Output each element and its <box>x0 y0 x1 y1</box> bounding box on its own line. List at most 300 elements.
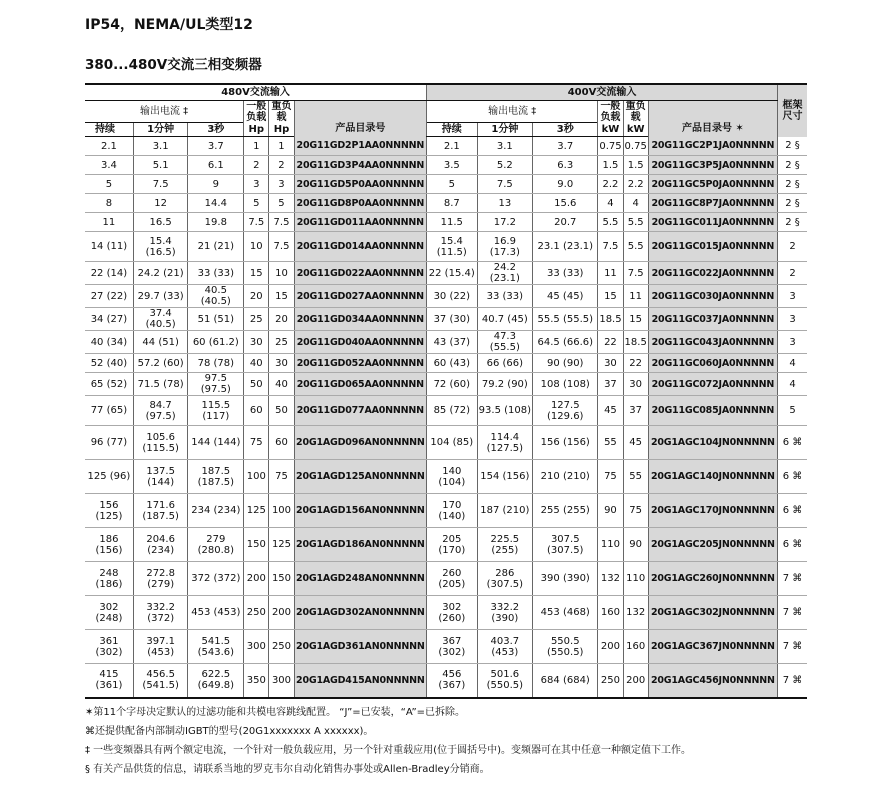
cell-catalog-400: 20G11GC085JA0NNNNN <box>648 396 777 426</box>
cell-kw-heavy: 0.75 <box>623 137 648 156</box>
cell-three-sec-400: 108 (108) <box>533 373 598 396</box>
cell-continuous-480: 22 (14) <box>85 262 133 285</box>
cell-continuous-400: 2.1 <box>427 137 477 156</box>
cell-kw-normal: 0.75 <box>598 137 623 156</box>
cell-catalog-480: 20G1AGD125AN0NNNNN <box>294 460 426 494</box>
cell-frame-size: 7 ⌘ <box>778 664 807 698</box>
cell-frame-size: 3 <box>778 285 807 308</box>
cell-kw-normal: 250 <box>598 664 623 698</box>
cell-three-sec-480: 115.5 (117) <box>188 396 244 426</box>
cell-kw-normal: 90 <box>598 494 623 528</box>
cell-hp-heavy: 200 <box>269 596 294 630</box>
cell-hp-normal: 60 <box>244 396 269 426</box>
cell-kw-heavy: 7.5 <box>623 262 648 285</box>
cell-catalog-400: 20G11GC030JA0NNNNN <box>648 285 777 308</box>
cell-kw-heavy: 75 <box>623 494 648 528</box>
cell-continuous-400: 43 (37) <box>427 331 477 354</box>
cell-kw-normal: 200 <box>598 630 623 664</box>
cell-hp-heavy: 100 <box>269 494 294 528</box>
cell-frame-size: 2 <box>778 232 807 262</box>
cell-frame-size: 6 ⌘ <box>778 528 807 562</box>
cell-kw-normal: 160 <box>598 596 623 630</box>
cell-continuous-480: 40 (34) <box>85 331 133 354</box>
cell-one-min-480: 12 <box>133 194 188 213</box>
cell-continuous-400: 11.5 <box>427 213 477 232</box>
cell-three-sec-400: 255 (255) <box>533 494 598 528</box>
table-row <box>85 630 807 664</box>
cell-catalog-400: 20G11GC5P0JA0NNNNN <box>648 175 777 194</box>
cell-hp-heavy: 75 <box>269 460 294 494</box>
catalog-header-400: 产品目录号 ✶ <box>648 100 777 137</box>
cell-catalog-400: 20G11GC043JA0NNNNN <box>648 331 777 354</box>
cell-continuous-400: 8.7 <box>427 194 477 213</box>
cell-continuous-400: 22 (15.4) <box>427 262 477 285</box>
cell-continuous-480: 96 (77) <box>85 426 133 460</box>
cell-continuous-480: 27 (22) <box>85 285 133 308</box>
cell-kw-heavy: 22 <box>623 354 648 373</box>
cell-frame-size: 2 § <box>778 156 807 175</box>
cell-continuous-400: 85 (72) <box>427 396 477 426</box>
cell-one-min-400: 187 (210) <box>477 494 533 528</box>
cell-one-min-400: 154 (156) <box>477 460 533 494</box>
cell-hp-normal: 15 <box>244 262 269 285</box>
cell-kw-normal: 7.5 <box>598 232 623 262</box>
cell-kw-normal: 75 <box>598 460 623 494</box>
cell-catalog-400: 20G11GC037JA0NNNNN <box>648 308 777 331</box>
cell-continuous-400: 3.5 <box>427 156 477 175</box>
footnotes <box>85 703 691 779</box>
normal-duty-header-480: 一般负载 <box>244 100 269 123</box>
table-row <box>85 494 807 528</box>
cell-catalog-480: 20G11GD034AA0NNNNN <box>294 308 426 331</box>
one-min-header-480: 1分钟 <box>133 123 188 137</box>
drive-spec-table <box>85 83 807 699</box>
cell-frame-size: 3 <box>778 331 807 354</box>
cell-three-sec-400: 156 (156) <box>533 426 598 460</box>
cell-kw-normal: 110 <box>598 528 623 562</box>
table-row <box>85 528 807 562</box>
cell-hp-normal: 50 <box>244 373 269 396</box>
cell-kw-heavy: 132 <box>623 596 648 630</box>
table-row <box>85 232 807 262</box>
cell-frame-size: 4 <box>778 354 807 373</box>
cell-three-sec-480: 33 (33) <box>188 262 244 285</box>
cell-hp-heavy: 60 <box>269 426 294 460</box>
cell-hp-heavy: 50 <box>269 396 294 426</box>
cell-one-min-480: 84.7 (97.5) <box>133 396 188 426</box>
cell-three-sec-480: 187.5 (187.5) <box>188 460 244 494</box>
cell-kw-normal: 45 <box>598 396 623 426</box>
cell-kw-heavy: 55 <box>623 460 648 494</box>
cell-three-sec-400: 23.1 (23.1) <box>533 232 598 262</box>
cell-one-min-400: 3.1 <box>477 137 533 156</box>
cell-three-sec-480: 40.5 (40.5) <box>188 285 244 308</box>
cell-three-sec-480: 9 <box>188 175 244 194</box>
cell-one-min-480: 7.5 <box>133 175 188 194</box>
cell-one-min-400: 40.7 (45) <box>477 308 533 331</box>
cell-catalog-400: 20G1AGC456JN0NNNNN <box>648 664 777 698</box>
cell-kw-heavy: 5.5 <box>623 213 648 232</box>
cell-kw-normal: 132 <box>598 562 623 596</box>
cell-one-min-480: 15.4 (16.5) <box>133 232 188 262</box>
cell-three-sec-480: 372 (372) <box>188 562 244 596</box>
cell-kw-heavy: 11 <box>623 285 648 308</box>
cell-one-min-400: 114.4 (127.5) <box>477 426 533 460</box>
cell-continuous-400: 37 (30) <box>427 308 477 331</box>
table-row <box>85 213 807 232</box>
cell-three-sec-480: 19.8 <box>188 213 244 232</box>
cell-kw-normal: 2.2 <box>598 175 623 194</box>
cell-continuous-480: 65 (52) <box>85 373 133 396</box>
cell-catalog-480: 20G11GD3P4AA0NNNNN <box>294 156 426 175</box>
cell-kw-normal: 5.5 <box>598 213 623 232</box>
cell-kw-normal: 37 <box>598 373 623 396</box>
cell-hp-normal: 20 <box>244 285 269 308</box>
cell-continuous-480: 14 (11) <box>85 232 133 262</box>
table-row <box>85 664 807 698</box>
heavy-duty-header-400: 重负载 <box>623 100 648 123</box>
cell-three-sec-480: 3.7 <box>188 137 244 156</box>
cell-hp-normal: 40 <box>244 354 269 373</box>
cell-three-sec-480: 234 (234) <box>188 494 244 528</box>
cell-catalog-480: 20G11GD011AA0NNNNN <box>294 213 426 232</box>
cell-frame-size: 2 § <box>778 194 807 213</box>
cell-kw-heavy: 15 <box>623 308 648 331</box>
table-row <box>85 156 807 175</box>
cell-hp-normal: 150 <box>244 528 269 562</box>
cell-catalog-480: 20G1AGD248AN0NNNNN <box>294 562 426 596</box>
cell-continuous-400: 205 (170) <box>427 528 477 562</box>
cell-frame-size: 5 <box>778 396 807 426</box>
cell-frame-size: 4 <box>778 373 807 396</box>
cell-three-sec-400: 127.5 (129.6) <box>533 396 598 426</box>
cell-frame-size: 7 ⌘ <box>778 562 807 596</box>
cell-kw-heavy: 37 <box>623 396 648 426</box>
cell-hp-heavy: 150 <box>269 562 294 596</box>
cell-continuous-480: 5 <box>85 175 133 194</box>
cell-one-min-480: 24.2 (21) <box>133 262 188 285</box>
cell-catalog-400: 20G11GC060JA0NNNNN <box>648 354 777 373</box>
cell-catalog-400: 20G1AGC170JN0NNNNN <box>648 494 777 528</box>
cell-hp-normal: 200 <box>244 562 269 596</box>
cell-continuous-480: 248 (186) <box>85 562 133 596</box>
cell-kw-normal: 55 <box>598 426 623 460</box>
cell-hp-heavy: 15 <box>269 285 294 308</box>
cell-hp-heavy: 1 <box>269 137 294 156</box>
normal-duty-header-400: 一般负载 <box>598 100 623 123</box>
table-row <box>85 596 807 630</box>
cell-catalog-400: 20G11GC022JA0NNNNN <box>648 262 777 285</box>
table-row <box>85 194 807 213</box>
cell-kw-heavy: 1.5 <box>623 156 648 175</box>
cell-continuous-480: 415 (361) <box>85 664 133 698</box>
cell-hp-heavy: 300 <box>269 664 294 698</box>
cell-three-sec-480: 6.1 <box>188 156 244 175</box>
cell-one-min-400: 93.5 (108) <box>477 396 533 426</box>
cell-continuous-480: 361 (302) <box>85 630 133 664</box>
cell-one-min-480: 37.4 (40.5) <box>133 308 188 331</box>
cell-three-sec-480: 78 (78) <box>188 354 244 373</box>
frame-size-header: 框架尺寸 <box>778 84 807 137</box>
cell-catalog-480: 20G11GD5P0AA0NNNNN <box>294 175 426 194</box>
cell-three-sec-480: 97.5 (97.5) <box>188 373 244 396</box>
cell-hp-normal: 30 <box>244 331 269 354</box>
cell-kw-normal: 18.5 <box>598 308 623 331</box>
cell-hp-normal: 300 <box>244 630 269 664</box>
cell-one-min-400: 13 <box>477 194 533 213</box>
cell-three-sec-400: 64.5 (66.6) <box>533 331 598 354</box>
cell-one-min-480: 137.5 (144) <box>133 460 188 494</box>
cell-three-sec-480: 144 (144) <box>188 426 244 460</box>
cell-three-sec-400: 20.7 <box>533 213 598 232</box>
cell-kw-normal: 11 <box>598 262 623 285</box>
one-min-header-400: 1分钟 <box>477 123 533 137</box>
cell-one-min-480: 57.2 (60) <box>133 354 188 373</box>
footnote-availability: § 有关产品供货的信息，请联系当地的罗克韦尔自动化销售办事处或Allen-Bradley分销商。 <box>85 764 490 775</box>
cell-frame-size: 7 ⌘ <box>778 596 807 630</box>
cell-hp-heavy: 25 <box>269 331 294 354</box>
table-row <box>85 373 807 396</box>
cell-continuous-400: 104 (85) <box>427 426 477 460</box>
cell-kw-heavy: 30 <box>623 373 648 396</box>
cell-one-min-480: 332.2 (372) <box>133 596 188 630</box>
cell-one-min-400: 17.2 <box>477 213 533 232</box>
cell-one-min-480: 29.7 (33) <box>133 285 188 308</box>
page-heading: IP54，NEMA/UL类型12 <box>85 17 253 33</box>
cell-three-sec-480: 622.5 (649.8) <box>188 664 244 698</box>
cell-continuous-400: 170 (140) <box>427 494 477 528</box>
cell-one-min-480: 3.1 <box>133 137 188 156</box>
cell-continuous-480: 77 (65) <box>85 396 133 426</box>
cell-continuous-480: 186 (156) <box>85 528 133 562</box>
cell-hp-heavy: 40 <box>269 373 294 396</box>
cell-three-sec-400: 15.6 <box>533 194 598 213</box>
cell-kw-heavy: 200 <box>623 664 648 698</box>
cell-continuous-400: 456 (367) <box>427 664 477 698</box>
three-sec-header-480: 3秒 <box>188 123 244 137</box>
group-header-480v: 480V交流输入 <box>85 84 427 100</box>
cell-continuous-480: 52 (40) <box>85 354 133 373</box>
cell-hp-normal: 1 <box>244 137 269 156</box>
cell-three-sec-480: 51 (51) <box>188 308 244 331</box>
cell-catalog-480: 20G1AGD186AN0NNNNN <box>294 528 426 562</box>
cell-hp-normal: 2 <box>244 156 269 175</box>
cell-hp-normal: 75 <box>244 426 269 460</box>
cell-three-sec-480: 14.4 <box>188 194 244 213</box>
cell-hp-heavy: 7.5 <box>269 213 294 232</box>
cell-continuous-400: 72 (60) <box>427 373 477 396</box>
cell-three-sec-480: 541.5 (543.6) <box>188 630 244 664</box>
cell-catalog-480: 20G11GD052AA0NNNNN <box>294 354 426 373</box>
cell-catalog-480: 20G1AGD415AN0NNNNN <box>294 664 426 698</box>
cell-catalog-480: 20G1AGD156AN0NNNNN <box>294 494 426 528</box>
cell-frame-size: 2 <box>778 262 807 285</box>
cell-catalog-400: 20G1AGC140JN0NNNNN <box>648 460 777 494</box>
cell-continuous-480: 3.4 <box>85 156 133 175</box>
cell-one-min-480: 5.1 <box>133 156 188 175</box>
footnote-braking-igbt: ⌘还提供配备内部制动IGBT的型号(20G1xxxxxxx A xxxxxx)。 <box>85 726 374 737</box>
cell-continuous-480: 302 (248) <box>85 596 133 630</box>
three-sec-header-400: 3秒 <box>533 123 598 137</box>
cell-one-min-480: 16.5 <box>133 213 188 232</box>
cell-hp-heavy: 20 <box>269 308 294 331</box>
table-row <box>85 396 807 426</box>
catalog-header-480: 产品目录号 <box>294 100 426 137</box>
cell-catalog-400: 20G1AGC205JN0NNNNN <box>648 528 777 562</box>
cell-catalog-400: 20G11GC2P1JA0NNNNN <box>648 137 777 156</box>
table-row <box>85 562 807 596</box>
table-row <box>85 137 807 156</box>
cell-hp-heavy: 5 <box>269 194 294 213</box>
cell-three-sec-400: 33 (33) <box>533 262 598 285</box>
cell-hp-normal: 250 <box>244 596 269 630</box>
cell-catalog-400: 20G11GC072JA0NNNNN <box>648 373 777 396</box>
table-row <box>85 285 807 308</box>
cell-kw-normal: 1.5 <box>598 156 623 175</box>
continuous-header-480: 持续 <box>85 123 133 137</box>
cell-one-min-480: 44 (51) <box>133 331 188 354</box>
cell-one-min-400: 5.2 <box>477 156 533 175</box>
cell-frame-size: 6 ⌘ <box>778 426 807 460</box>
cell-three-sec-400: 6.3 <box>533 156 598 175</box>
cell-three-sec-400: 684 (684) <box>533 664 598 698</box>
cell-catalog-400: 20G1AGC260JN0NNNNN <box>648 562 777 596</box>
cell-catalog-480: 20G1AGD302AN0NNNNN <box>294 596 426 630</box>
cell-catalog-480: 20G11GD027AA0NNNNN <box>294 285 426 308</box>
cell-kw-heavy: 110 <box>623 562 648 596</box>
cell-three-sec-400: 3.7 <box>533 137 598 156</box>
cell-catalog-400: 20G1AGC367JN0NNNNN <box>648 630 777 664</box>
cell-continuous-480: 2.1 <box>85 137 133 156</box>
cell-one-min-400: 47.3 (55.5) <box>477 331 533 354</box>
cell-three-sec-400: 55.5 (55.5) <box>533 308 598 331</box>
cell-continuous-400: 140 (104) <box>427 460 477 494</box>
cell-hp-heavy: 7.5 <box>269 232 294 262</box>
cell-catalog-480: 20G11GD040AA0NNNNN <box>294 331 426 354</box>
cell-kw-heavy: 4 <box>623 194 648 213</box>
continuous-header-400: 持续 <box>427 123 477 137</box>
cell-catalog-400: 20G11GC015JA0NNNNN <box>648 232 777 262</box>
cell-three-sec-400: 210 (210) <box>533 460 598 494</box>
cell-three-sec-400: 307.5 (307.5) <box>533 528 598 562</box>
cell-kw-normal: 30 <box>598 354 623 373</box>
output-current-header-400: 输出电流 ‡ <box>427 100 598 123</box>
cell-continuous-400: 367 (302) <box>427 630 477 664</box>
cell-continuous-400: 5 <box>427 175 477 194</box>
cell-hp-normal: 100 <box>244 460 269 494</box>
cell-catalog-480: 20G11GD2P1AA0NNNNN <box>294 137 426 156</box>
cell-kw-normal: 22 <box>598 331 623 354</box>
cell-one-min-480: 456.5 (541.5) <box>133 664 188 698</box>
cell-kw-heavy: 18.5 <box>623 331 648 354</box>
cell-one-min-480: 397.1 (453) <box>133 630 188 664</box>
cell-one-min-400: 403.7 (453) <box>477 630 533 664</box>
cell-one-min-400: 24.2 (23.1) <box>477 262 533 285</box>
cell-kw-normal: 15 <box>598 285 623 308</box>
cell-hp-normal: 25 <box>244 308 269 331</box>
cell-catalog-480: 20G11GD022AA0NNNNN <box>294 262 426 285</box>
table-row <box>85 262 807 285</box>
cell-frame-size: 6 ⌘ <box>778 460 807 494</box>
cell-three-sec-400: 45 (45) <box>533 285 598 308</box>
cell-kw-heavy: 160 <box>623 630 648 664</box>
cell-hp-heavy: 3 <box>269 175 294 194</box>
cell-catalog-400: 20G1AGC302JN0NNNNN <box>648 596 777 630</box>
cell-one-min-480: 204.6 (234) <box>133 528 188 562</box>
cell-hp-normal: 3 <box>244 175 269 194</box>
cell-hp-normal: 125 <box>244 494 269 528</box>
cell-three-sec-400: 550.5 (550.5) <box>533 630 598 664</box>
cell-continuous-480: 8 <box>85 194 133 213</box>
cell-three-sec-480: 279 (280.8) <box>188 528 244 562</box>
cell-hp-heavy: 10 <box>269 262 294 285</box>
cell-hp-normal: 5 <box>244 194 269 213</box>
cell-three-sec-400: 9.0 <box>533 175 598 194</box>
cell-one-min-480: 272.8 (279) <box>133 562 188 596</box>
cell-one-min-400: 66 (66) <box>477 354 533 373</box>
cell-kw-normal: 4 <box>598 194 623 213</box>
table-row <box>85 354 807 373</box>
section-title: 380...480V交流三相变频器 <box>85 57 262 73</box>
table-row <box>85 308 807 331</box>
cell-hp-heavy: 2 <box>269 156 294 175</box>
cell-frame-size: 2 § <box>778 137 807 156</box>
cell-continuous-480: 34 (27) <box>85 308 133 331</box>
cell-one-min-400: 33 (33) <box>477 285 533 308</box>
cell-kw-heavy: 45 <box>623 426 648 460</box>
cell-hp-normal: 350 <box>244 664 269 698</box>
cell-continuous-480: 125 (96) <box>85 460 133 494</box>
cell-three-sec-400: 390 (390) <box>533 562 598 596</box>
table-row <box>85 175 807 194</box>
footnote-dual-rating: ‡ 一些变频器具有两个额定电流，一个针对一般负载应用，另一个针对重载应用(位于圆括号中)。变频器可在其中任意一种额定值下工作。 <box>85 745 691 756</box>
cell-catalog-480: 20G11GD014AA0NNNNN <box>294 232 426 262</box>
heavy-duty-header-480: 重负载 <box>269 100 294 123</box>
cell-kw-heavy: 90 <box>623 528 648 562</box>
cell-frame-size: 7 ⌘ <box>778 630 807 664</box>
cell-catalog-480: 20G11GD8P0AA0NNNNN <box>294 194 426 213</box>
cell-catalog-400: 20G11GC011JA0NNNNN <box>648 213 777 232</box>
cell-catalog-400: 20G11GC8P7JA0NNNNN <box>648 194 777 213</box>
cell-three-sec-400: 90 (90) <box>533 354 598 373</box>
table-row <box>85 426 807 460</box>
cell-one-min-400: 225.5 (255) <box>477 528 533 562</box>
kw-unit-heavy: kW <box>623 123 648 137</box>
cell-catalog-480: 20G11GD077AA0NNNNN <box>294 396 426 426</box>
cell-frame-size: 6 ⌘ <box>778 494 807 528</box>
cell-hp-normal: 7.5 <box>244 213 269 232</box>
cell-one-min-400: 501.6 (550.5) <box>477 664 533 698</box>
group-header-400v: 400V交流输入 <box>427 84 778 100</box>
cell-frame-size: 2 § <box>778 175 807 194</box>
cell-continuous-400: 302 (260) <box>427 596 477 630</box>
cell-continuous-480: 156 (125) <box>85 494 133 528</box>
cell-kw-heavy: 2.2 <box>623 175 648 194</box>
footnote-catalog-letter: ✶第11个字母决定默认的过滤功能和共模电容跳线配置。 “J”=已安装，“A”=已拆除。 <box>85 707 466 718</box>
cell-three-sec-480: 453 (453) <box>188 596 244 630</box>
cell-catalog-480: 20G11GD065AA0NNNNN <box>294 373 426 396</box>
cell-one-min-400: 7.5 <box>477 175 533 194</box>
cell-hp-normal: 10 <box>244 232 269 262</box>
cell-three-sec-480: 60 (61.2) <box>188 331 244 354</box>
cell-hp-heavy: 30 <box>269 354 294 373</box>
cell-one-min-400: 16.9 (17.3) <box>477 232 533 262</box>
output-current-header-480: 输出电流 ‡ <box>139 105 189 117</box>
kw-unit-normal: kW <box>598 123 623 137</box>
table-row <box>85 460 807 494</box>
cell-frame-size: 2 § <box>778 213 807 232</box>
cell-one-min-480: 71.5 (78) <box>133 373 188 396</box>
